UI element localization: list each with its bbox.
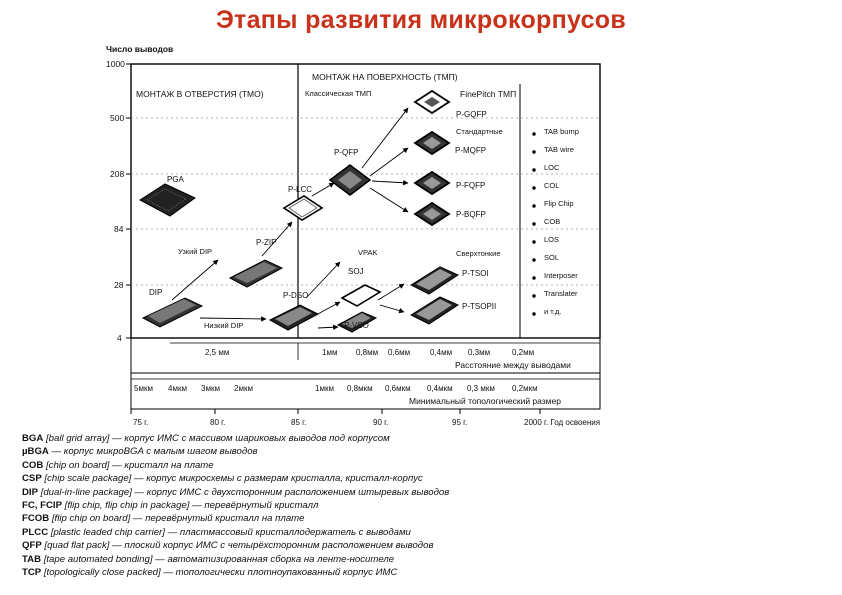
glossary-definition: — топологически плотноупакованный корпус ИМС <box>160 567 398 579</box>
package-dip-drawing <box>143 298 202 327</box>
glossary-row-csp <box>22 472 822 485</box>
glossary-row-dip <box>22 486 822 499</box>
glossary-definition: — кристалл на плате <box>109 459 214 471</box>
label-p-fqfp: P-FQFP <box>456 181 486 190</box>
glossary-row-fcob <box>22 512 822 525</box>
glossary-term: BGA <box>22 433 44 444</box>
package-gqfp-drawing <box>415 91 449 113</box>
package-narrow-dip-drawing <box>230 260 282 287</box>
glossary-term: FC, FCIP <box>22 500 62 512</box>
glossary-definition: — корпус ИМС с двухсторонним расположением штыревых выводов <box>131 486 450 498</box>
pitch-tick-1: 1мм <box>322 348 338 357</box>
glossary-term: QFP <box>22 540 42 552</box>
label-p-zip: P-ZIP <box>256 238 277 247</box>
package-tsopii-drawing <box>411 297 458 324</box>
pitch-axis-label: Расстояние между выводами <box>455 360 571 370</box>
label-narrow-dip: Узкий DIP <box>178 247 213 256</box>
glossary-definition: — корпус ИМС с массивом шариковых выводов под корпусом <box>109 433 390 444</box>
package-soj-drawing <box>342 285 380 306</box>
package-pga-drawing <box>140 184 195 216</box>
bullet-flip-chip: Flip Chip <box>544 199 574 208</box>
topo-tick-5: 5мкм <box>134 384 153 393</box>
y-tick-208: 208 <box>110 169 125 179</box>
glossary-definition: — корпус микроBGA с малым шагом выводов <box>48 446 258 458</box>
glossary-definition: — перевёрнутый кристалл <box>189 500 319 512</box>
package-tsoi-drawing <box>411 267 458 294</box>
glossary-english: [flip chip, flip chip in package] <box>64 500 190 512</box>
glossary-row-plcc <box>22 526 822 539</box>
glossary <box>22 432 822 579</box>
label-p-gqfp: P-GQFP <box>456 110 487 119</box>
bullet-etc: и т.д. <box>544 307 562 316</box>
glossary-english: [quad flat pack] <box>44 540 110 552</box>
sub-classic-label: Классическая ТМП <box>305 89 372 98</box>
label-p-lcc: P-LCC <box>288 185 313 194</box>
glossary-term: FCOB <box>22 513 50 525</box>
topo-tick-0-4: 0,4мкм <box>427 384 453 393</box>
page-title: Этапы развития микрокорпусов <box>215 6 627 34</box>
bullet-translater: Translater <box>544 289 578 298</box>
pitch-tick-0-2: 0,2мм <box>512 348 535 357</box>
label-low-dip: Низкий DIP <box>204 321 244 330</box>
year-tick-85: 85 г. <box>291 418 307 427</box>
package-dso-drawing <box>270 305 318 330</box>
bullet-interposer: Interposer <box>544 271 578 280</box>
pitch-tick-2-5: 2,5 мм <box>205 348 230 357</box>
year-tick-80: 80 г. <box>210 418 226 427</box>
topo-tick-3: 3мкм <box>201 384 220 393</box>
technology-bullet-list <box>532 127 579 316</box>
glossary-english: [chip on board] <box>46 459 110 471</box>
label-soj: SOJ <box>348 267 364 276</box>
glossary-english: [chip scale package] <box>44 473 132 485</box>
topo-tick-0-6: 0,6мкм <box>385 384 411 393</box>
package-fqfp-drawing <box>415 172 449 194</box>
y-tick-4: 4 <box>117 333 122 343</box>
bullet-col: COL <box>544 181 560 190</box>
topo-tick-2: 2мкм <box>234 384 253 393</box>
glossary-english: [flip chip on board] <box>51 513 131 525</box>
glossary-row-fc <box>22 499 822 512</box>
bullet-tab-bump: TAB bump <box>544 127 579 136</box>
glossary-row-ubga <box>22 445 822 458</box>
year-axis-label: 2000 г. Год освоения <box>524 418 601 427</box>
topo-tick-1: 1мкм <box>315 384 334 393</box>
glossary-english: [topologically close packed] <box>43 567 161 579</box>
y-tick-1000: 1000 <box>106 59 125 69</box>
pitch-scale <box>131 338 600 373</box>
glossary-english: [dual-in-line package] <box>40 486 132 498</box>
label-p-dso: P-DSO <box>283 291 309 300</box>
y-axis-label: Число выводов <box>106 44 174 54</box>
label-p-bqfp: P-BQFP <box>456 210 486 219</box>
package-qfp-drawing <box>330 165 370 195</box>
label-vpak: VPAK <box>358 248 378 257</box>
glossary-definition: — автоматизированная сборка на ленте-носителе <box>152 553 395 565</box>
year-tick-75: 75 г. <box>133 418 149 427</box>
glossary-definition: — плоский корпус ИМС с четырёхсторонним расположением выводов <box>109 540 434 552</box>
pitch-tick-0-6: 0,6мм <box>388 348 411 357</box>
bullet-cob: COB <box>544 217 561 226</box>
label-pga: PGA <box>167 175 184 184</box>
bullet-loc: LOC <box>544 163 560 172</box>
glossary-term: PLCC <box>22 526 49 538</box>
bullet-sol: SOL <box>544 253 560 262</box>
y-tick-500: 500 <box>110 113 125 123</box>
pitch-tick-0-8: 0,8мм <box>356 348 379 357</box>
label-p-qfp: P-QFP <box>334 148 359 157</box>
pitch-tick-0-3: 0,3мм <box>468 348 491 357</box>
glossary-term: TCP <box>22 567 42 579</box>
glossary-row-tab <box>22 553 822 566</box>
region-tmo-label: МОНТАЖ В ОТВЕРСТИЯ (ТМО) <box>136 89 264 99</box>
package-mqfp-drawing <box>415 132 449 154</box>
topo-tick-4: 4мкм <box>168 384 187 393</box>
glossary-definition: — пластмассовый кристаллодержатель с выводами <box>164 526 411 538</box>
glossary-english: [tape automated bonding] <box>43 553 153 565</box>
package-bqfp-drawing <box>415 203 449 225</box>
bullet-los: LOS <box>544 235 560 244</box>
region-tmp-label: МОНТАЖ НА ПОВЕРХНОСТЬ (ТМП) <box>312 72 458 82</box>
glossary-definition: — перевёрнутый кристалл на плате <box>130 513 305 525</box>
topo-tick-0-8: 0,8мкм <box>347 384 373 393</box>
glossary-term: COB <box>22 459 44 471</box>
glossary-term: DIP <box>22 486 38 498</box>
topo-tick-0-2: 0,2мкм <box>512 384 538 393</box>
sub-standard-label: Стандартные <box>456 127 503 136</box>
package-plcc-drawing <box>284 196 322 220</box>
y-tick-84: 84 <box>114 224 124 234</box>
sub-finepitch-label: FinePitch ТМП <box>460 89 517 99</box>
year-tick-90: 90 г. <box>373 418 389 427</box>
topo-tick-0-3: 0,3 мкм <box>467 384 495 393</box>
label-dip: DIP <box>149 288 163 297</box>
year-tick-95: 95 г. <box>452 418 468 427</box>
label-p-vso: P-VSO <box>344 321 369 330</box>
y-tick-28: 28 <box>114 280 124 290</box>
sub-ultrathin-label: Сверхтонкие <box>456 249 501 258</box>
topology-scale <box>131 373 600 409</box>
bullet-tab-wire: TAB wire <box>544 145 574 154</box>
glossary-row-qfp <box>22 539 822 552</box>
glossary-term: TAB <box>22 553 42 565</box>
glossary-term: CSP <box>22 473 42 485</box>
glossary-english: [ball grid array] <box>46 433 110 444</box>
glossary-definition: — корпус микросхемы с размерам кристалла, кристалл-корпус <box>131 473 423 485</box>
year-axis <box>131 409 600 427</box>
label-p-mqfp: P-MQFP <box>455 146 487 155</box>
glossary-english: [plastic leaded chip carrier] <box>50 526 165 538</box>
pitch-tick-0-4: 0,4мм <box>430 348 453 357</box>
glossary-term: µBGA <box>22 446 49 458</box>
label-p-tsoi: P-TSOI <box>462 269 489 278</box>
topo-axis-label: Минимальный топологический размер <box>409 396 561 406</box>
glossary-row-tcp <box>22 566 822 579</box>
label-p-tsopii: P-TSOPII <box>462 302 497 311</box>
glossary-row-cob <box>22 459 822 472</box>
glossary-row-bga <box>22 432 822 445</box>
